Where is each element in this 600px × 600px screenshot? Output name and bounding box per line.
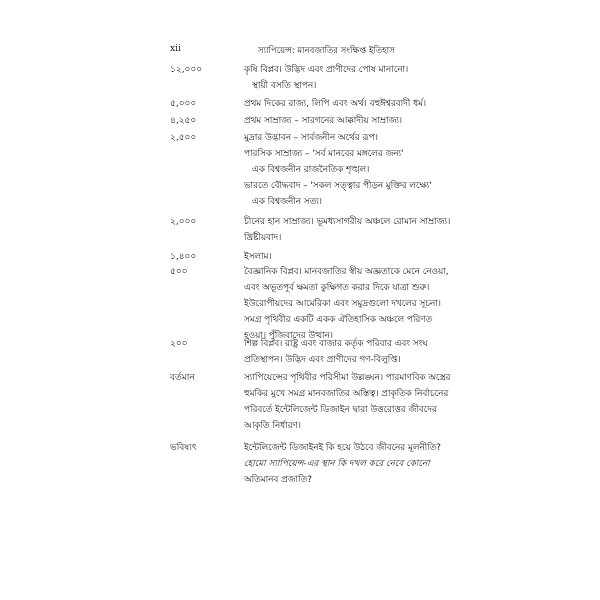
timeline-line: ইসলাম।	[244, 252, 272, 262]
timeline-date: ৫০০	[170, 267, 188, 277]
timeline-date: ২,০০০	[170, 217, 197, 227]
timeline-line: হোমো স্যাপিয়েন্স-এর স্থান কি দখল করে নেবে কোনো	[244, 459, 430, 469]
running-title: স্যাপিয়েন্স: মানবজাতির সংক্ষিপ্ত ইতিহাস	[258, 46, 395, 56]
timeline-line: অতিমানব প্রজাতি?	[244, 475, 312, 485]
timeline-line: শিল্প বিপ্লব। রাষ্ট্র এবং বাজার কর্তৃক পরিবার এবং সংঘ	[244, 339, 428, 349]
timeline-text	[244, 96, 496, 112]
timeline-line: এবং অভূতপূর্ব ক্ষমতা কুক্ষিগত করার দিকে যাত্রা শুরু।	[244, 283, 430, 293]
timeline-text	[244, 336, 496, 368]
timeline-text	[244, 130, 496, 210]
timeline-line: হওয়া। পুঁজিবাদের উত্থান।	[244, 331, 333, 341]
timeline-date: ভবিষ্যৎ	[170, 443, 197, 453]
timeline-line: প্রথম সাম্রাজ্য – সারগনের আক্কাদীয় সাম্রাজ্য।	[244, 116, 403, 126]
timeline-line: চীনের হান সাম্রাজ্য। ভূমধ্যসাগরীয় অঞ্চলে রোমান সাম্রাজ্য।	[244, 217, 451, 227]
timeline-line: সমগ্র পৃথিবীর একটি একক ঐতিহাসিক অঞ্চলে পরিণত	[244, 315, 433, 325]
timeline-date: ১,৪০০	[170, 252, 197, 262]
timeline-line: হুমকির মুখে সমগ্র মানবজাতির অস্তিত্ব। প্রাকৃতিক নির্বাচনের	[244, 389, 449, 399]
timeline-date: ১২,০০০	[170, 65, 203, 75]
timeline-line: স্যাপিয়েন্সের পৃথিবীর পরিসীমা উল্লঙ্ঘন। পারমাণবিক অস্ত্রের	[244, 373, 451, 383]
timeline-line: এক বিশ্বজনীন সত্য।	[252, 197, 322, 207]
timeline-line: প্রথম দিকের রাজ্য, লিপি এবং অর্থ। বহুঈশ্বরবাদী ধর্ম।	[244, 99, 427, 109]
timeline-date: ২০০	[170, 339, 188, 349]
timeline-text	[244, 113, 496, 129]
timeline-text	[244, 62, 496, 94]
timeline-date: ৫,০০০	[170, 99, 197, 109]
timeline-text	[244, 214, 496, 246]
timeline-text	[244, 249, 496, 265]
timeline-line: প্রতিস্থাপন। উদ্ভিদ এবং প্রাণীদের গণ-বিলুপ্তি।	[244, 355, 401, 365]
timeline-text	[244, 264, 496, 344]
timeline-line: পরিবর্তে ইন্টেলিজেন্ট ডিজাইন দ্বারা উত্তরোত্তর জীবদের	[244, 405, 437, 415]
timeline-text	[244, 370, 496, 434]
timeline-date: ২,৫০০	[170, 133, 197, 143]
timeline-line: ইউরোপীয়দের আমেরিকা এবং সমুদ্রগুলো দখলের সূচনা।	[244, 299, 441, 309]
timeline-line: পারসিক সাম্রাজ্য – 'সর্ব মানবের মঙ্গলের জন্য'	[244, 149, 404, 159]
timeline-text	[244, 440, 496, 488]
timeline-line: এক বিশ্বজনীন রাজনৈতিক শৃঙ্খল।	[252, 165, 370, 175]
timeline-date: বর্তমান	[170, 373, 195, 383]
timeline-line: স্থায়ী বসতি স্থাপন।	[252, 81, 317, 91]
timeline-line: খ্রিষ্টীয়বাদ।	[244, 233, 282, 243]
timeline-line: কৃষি বিপ্লব। উদ্ভিদ এবং প্রাণীদের পোষ মানানো।	[244, 65, 409, 75]
timeline-line: মুদ্রার উদ্ভাবন – সার্বজনীন অর্থের রূপ।	[244, 133, 378, 143]
timeline-line: ভারতে বৌদ্ধবাদ – 'সকল সত্ত্বার পীড়ন মুক্তির লক্ষ্যে'	[244, 181, 432, 191]
page-header	[170, 44, 480, 58]
timeline-line: বৈজ্ঞানিক বিপ্লব। মানবজাতির স্বীয় অজ্ঞতাকে মেনে নেওয়া,	[244, 267, 449, 277]
page-number: xii	[170, 44, 181, 54]
timeline-line: আকৃতি নির্ধারণ।	[244, 421, 301, 431]
timeline-date: ৪,২৫০	[170, 116, 197, 126]
timeline-line: ইন্টেলিজেন্ট ডিজাইনই কি হয়ে উঠবে জীবনের মূলনীতি?	[244, 443, 441, 453]
